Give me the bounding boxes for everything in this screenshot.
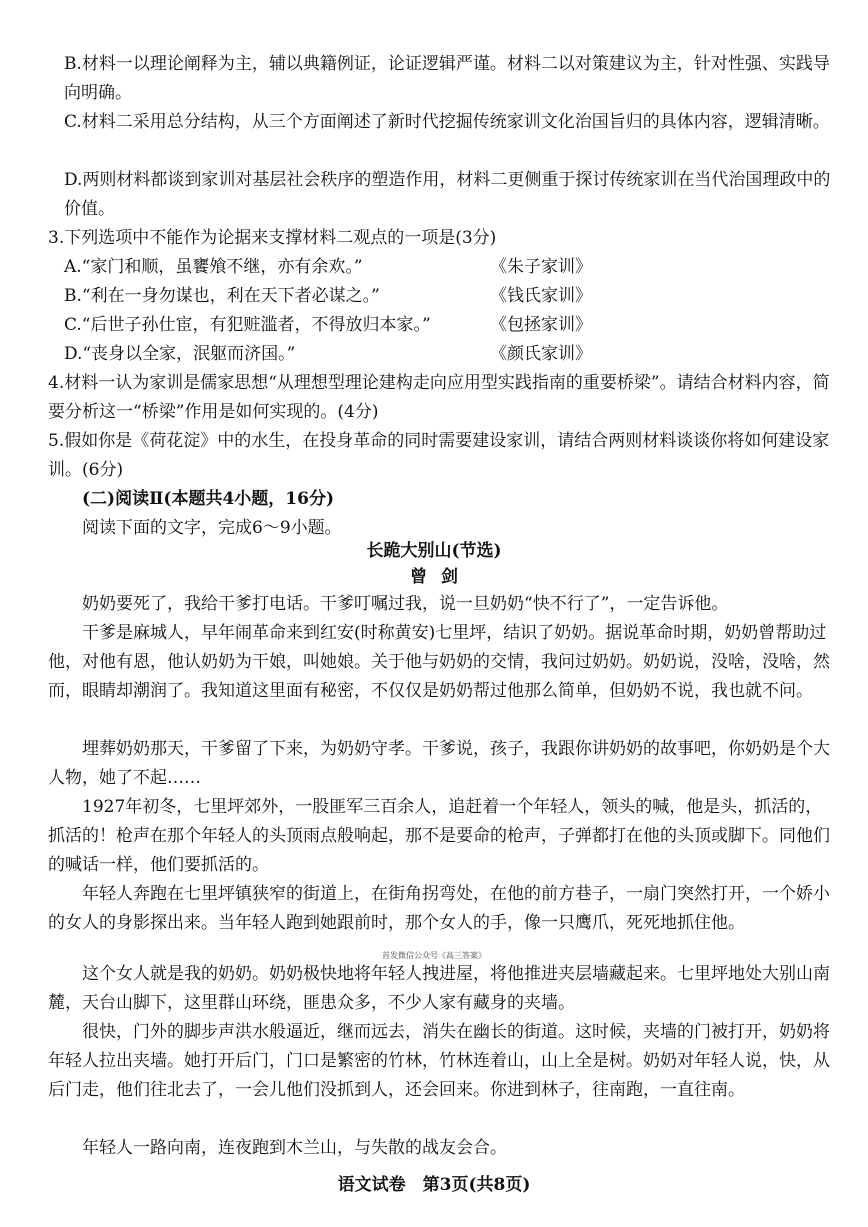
paragraph: 埋葬奶奶那天，干爹留了下来，为奶奶守孝。干爹说，孩子，我跟你讲奶奶的故事吧，你奶奶是个大人物，她了不起…… [48,739,830,788]
section-instruction: 阅读下面的文字，完成6～9小题。 [82,518,342,538]
q3-source-a: 《朱子家训》 [490,257,592,277]
q3-option-a: A.“家门和顺，虽饔飧不继，亦有余欢。” [64,257,363,277]
watermark: 首发微信公众号《高三答案》 [382,951,486,960]
q3-source-d: 《颜氏家训》 [490,344,592,364]
option-d: D.两则材料都谈到家训对基层社会秩序的塑造作用，材料二更侧重于探讨传统家训在当代治国理政中的价值。 [64,170,831,219]
paragraph: 奶奶要死了，我给干爹打电话。干爹叮嘱过我，说一旦奶奶“快不行了”，一定告诉他。 [82,594,729,614]
question-5: 5.假如你是《荷花淀》中的水生，在投身革命的同时需要建设家训，请结合两则材料谈谈你将如何建设家训。(6分) [48,431,830,480]
q3-source-b: 《钱氏家训》 [490,286,592,306]
article-title: 长跪大别山(节选) [366,541,502,561]
page-footer: 语文试卷 第3页(共8页) [337,1175,531,1195]
q3-source-c: 《包拯家训》 [490,315,592,335]
option-b: B.材料一以理论阐释为主，辅以典籍例证，论证逻辑严谨。材料二以对策建议为主，针对性强、实践导向明确。 [64,54,830,103]
question-3-stem: 3.下列选项中不能作为论据来支撑材料二观点的一项是(3分) [48,228,497,248]
paragraph: 年轻人奔跑在七里坪镇狭窄的街道上，在街角拐弯处，在他的前方巷子，一扇门突然打开，一个娇小的女人的身影探出来。当年轻人跑到她跟前时，那个女人的手，像一只鹰爪，死死地抓住他。 [48,884,830,933]
paragraph: 干爹是麻城人，早年闹革命来到红安(时称黄安)七里坪，结识了奶奶。据说革命时期，奶奶曾帮助过他，对他有恩，他认奶奶为干娘，叫她娘。关于他与奶奶的交情，我问过奶奶。奶奶说，没啥，没啥，然而，眼睛却潮润了。我知道这里面有秘密，不仅仅是奶奶帮过他那么简单，但奶奶不说，我也就不问。 [48,623,830,701]
q3-option-c: C.“后世子孙仕宦，有犯赃滥者，不得放归本家。” [64,315,431,335]
question-4: 4.材料一认为家训是儒家思想“从理想型理论建构走向应用型实践指南的重要桥梁”。请结合材料内容，简要分析这一“桥梁”作用是如何实现的。(4分) [48,373,830,422]
q3-option-b: B.“利在一身勿谋也，利在天下者必谋之。” [64,286,380,306]
article-author: 曾剑 [410,567,472,587]
paragraph: 年轻人一路向南，连夜跑到木兰山，与失散的战友会合。 [82,1138,507,1158]
paragraph: 1927年初冬，七里坪郊外，一股匪军三百余人，追赶着一个年轻人，领头的喊，他是头，抓活的，抓活的！枪声在那个年轻人的头顶雨点般响起，那不是要命的枪声，子弹都打在他的头顶或脚下。同他们的喊话一样，他们要抓活的。 [48,797,830,875]
paragraph: 很快，门外的脚步声洪水般逼近，继而远去，消失在幽长的街道。这时候，夹墙的门被打开，奶奶将年轻人拉出夹墙。她打开后门，门口是繁密的竹林，竹林连着山，山上全是树。奶奶对年轻人说，快，从后门走，他们往北去了，一会儿他们没抓到人，还会回来。你进到林子，往南跑，一直往南。 [48,1022,830,1100]
option-c: C.材料二采用总分结构，从三个方面阐述了新时代挖掘传统家训文化治国旨归的具体内容，逻辑清晰。 [64,112,830,132]
section-heading: (二)阅读Ⅱ(本题共4小题，16分) [82,489,334,509]
q3-option-d: D.“丧身以全家，泯躯而济国。” [64,344,296,364]
paragraph: 这个女人就是我的奶奶。奶奶极快地将年轻人拽进屋，将他推进夹层墙藏起来。七里坪地处大别山南麓，天台山脚下，这里群山环绕，匪患众多，不少人家有藏身的夹墙。 [48,964,830,1013]
